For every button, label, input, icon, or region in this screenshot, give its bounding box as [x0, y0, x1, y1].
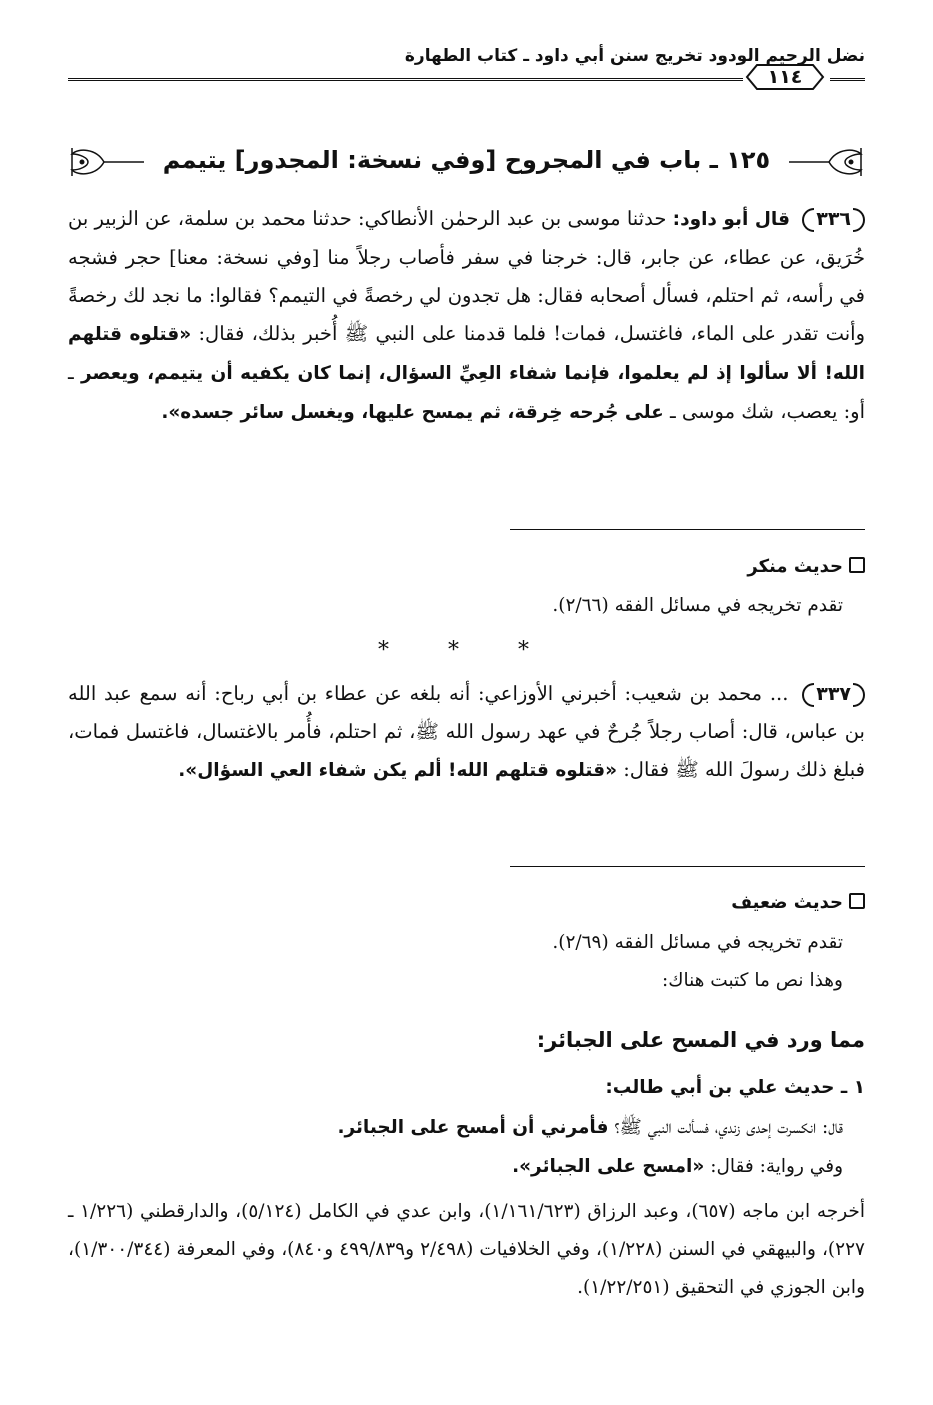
ornament-right-icon	[789, 144, 865, 180]
hadith-lead: قال أبو داود:	[672, 209, 790, 230]
takhrij-paragraph: أخرجه ابن ماجه (٦٥٧)، وعبد الرزاق (١/١٦١/٦٢٣)، وابن عدي في الكامل (٥/١٢٤)، والدارقطني (١/٢٢٦ ـ ٢٢٧)، والبيهقي في السنن (١/٢٢٨)، وفي الخلافيات (٢/٤٩٨ و٤٩٩/٨٣٩ و٨٤٠)، وفي المعرفة (١/٣٠٠/٣٤٤)، وابن الجوزي في التحقيق (١/٢٢/٢٥١).	[68, 1201, 865, 1298]
item1-report-text: قال: انكسرت إحدى زندي، فسألت النبي ﷺ؟	[614, 1117, 843, 1138]
header-rule-right	[830, 78, 865, 81]
chapter-title: ١٢٥ ـ باب في المجروح [وفي نسخة: المجدور] يتيمم	[162, 146, 771, 174]
hadith-337	[68, 675, 865, 790]
hadith-number: ٣٣٧	[802, 681, 865, 707]
item1-report	[337, 1117, 843, 1143]
running-title: نضل الرحيم الودود تخريج سنن أبي داود ـ كتاب الطهارة	[404, 46, 865, 66]
grade-label: حديث منكر	[747, 556, 843, 577]
item1-report-bold: فأمرني أن أمسح على الجبائر.	[337, 1117, 609, 1138]
hadith-text: حدثنا موسى بن عبد الرحمٰن الأنطاكي: حدثنا محمد بن سلمة، عن الزبير بن خُرَيق، عن عطاء، عن جابر، قال: خرجنا في سفر فأصاب رجلاً منا [وفي نسخة: معنا] حجر فشجه في رأسه، ثم احتلم، فسأل أصحابه فقال: هل تجدون لي رخصةً في التيمم؟ فقالوا: ما نجد لك رخصةً وأنت تقدر على الماء، فاغتسل، فمات! فلما قدمنا على النبي ﷺ أُخبر بذلك، فقال:	[68, 207, 865, 345]
section-divider	[510, 529, 865, 530]
page-number	[745, 63, 825, 91]
page-header	[68, 40, 865, 110]
hadith-matn-bold: «قتلوه قتلهم الله! ألا سألوا إذ لم يعلموا، فإنما شفاء العِيِّ السؤال، إنما كان يكفيه أن يتيمم، ويعصر	[68, 324, 865, 384]
hadith-336	[68, 200, 865, 432]
hadith-matn-bold: «قتلوه قتلهم الله! ألم يكن شفاء العي السؤال».	[178, 760, 618, 781]
item1-variant-bold: «امسح على الجبائر».	[512, 1156, 705, 1177]
grade-marker-icon	[849, 557, 865, 573]
hadith-number: ٣٣٦	[802, 206, 865, 232]
header-rule	[68, 78, 743, 81]
section-divider	[510, 866, 865, 867]
hadith-matn-bold-end: على جُرحه خِرقة، ثم يمسح عليها، ويغسل سائر جسده».	[161, 402, 664, 423]
hadith-doubt-note: ـ أو: يعصب، شك موسى ـ	[68, 361, 865, 423]
section-title: مما ورد في المسح على الجبائر:	[536, 1028, 865, 1052]
grade-337-note: تقدم تخريجه في مسائل الفقه (٢/٦٩).	[552, 932, 843, 953]
grade-marker-icon	[849, 893, 865, 909]
grade-337	[731, 892, 865, 913]
grade-336	[747, 556, 865, 577]
grade-336-note: تقدم تخريجه في مسائل الفقه (٢/٦٦).	[552, 595, 843, 616]
item1-variant	[512, 1156, 843, 1177]
item1-variant-text: وفي رواية: فقال:	[710, 1156, 843, 1177]
item1-title: ١ ـ حديث علي بن أبي طالب:	[605, 1077, 865, 1098]
ornament-left-icon	[68, 144, 144, 180]
page-number-text: ١١٤	[767, 66, 803, 88]
separator-stars: * * *	[378, 638, 555, 663]
grade-label: حديث ضعيف	[731, 892, 843, 913]
hadith-text: ... محمد بن شعيب: أخبرني الأوزاعي: أنه بلغه عن عطاء بن أبي رباح: أنه سمع عبد الله بن عباس، قال: أصاب رجلاً جُرحٌ في عهد رسول الله ﷺ، ثم احتلم، فأُمر بالاغتسال، فاغتسل فمات، فبلغ ذلك رسولَ الله ﷺ فقال:	[68, 682, 865, 781]
chapter-heading	[68, 140, 865, 190]
grade-337-note2: وهذا نص ما كتبت هناك:	[661, 970, 843, 991]
